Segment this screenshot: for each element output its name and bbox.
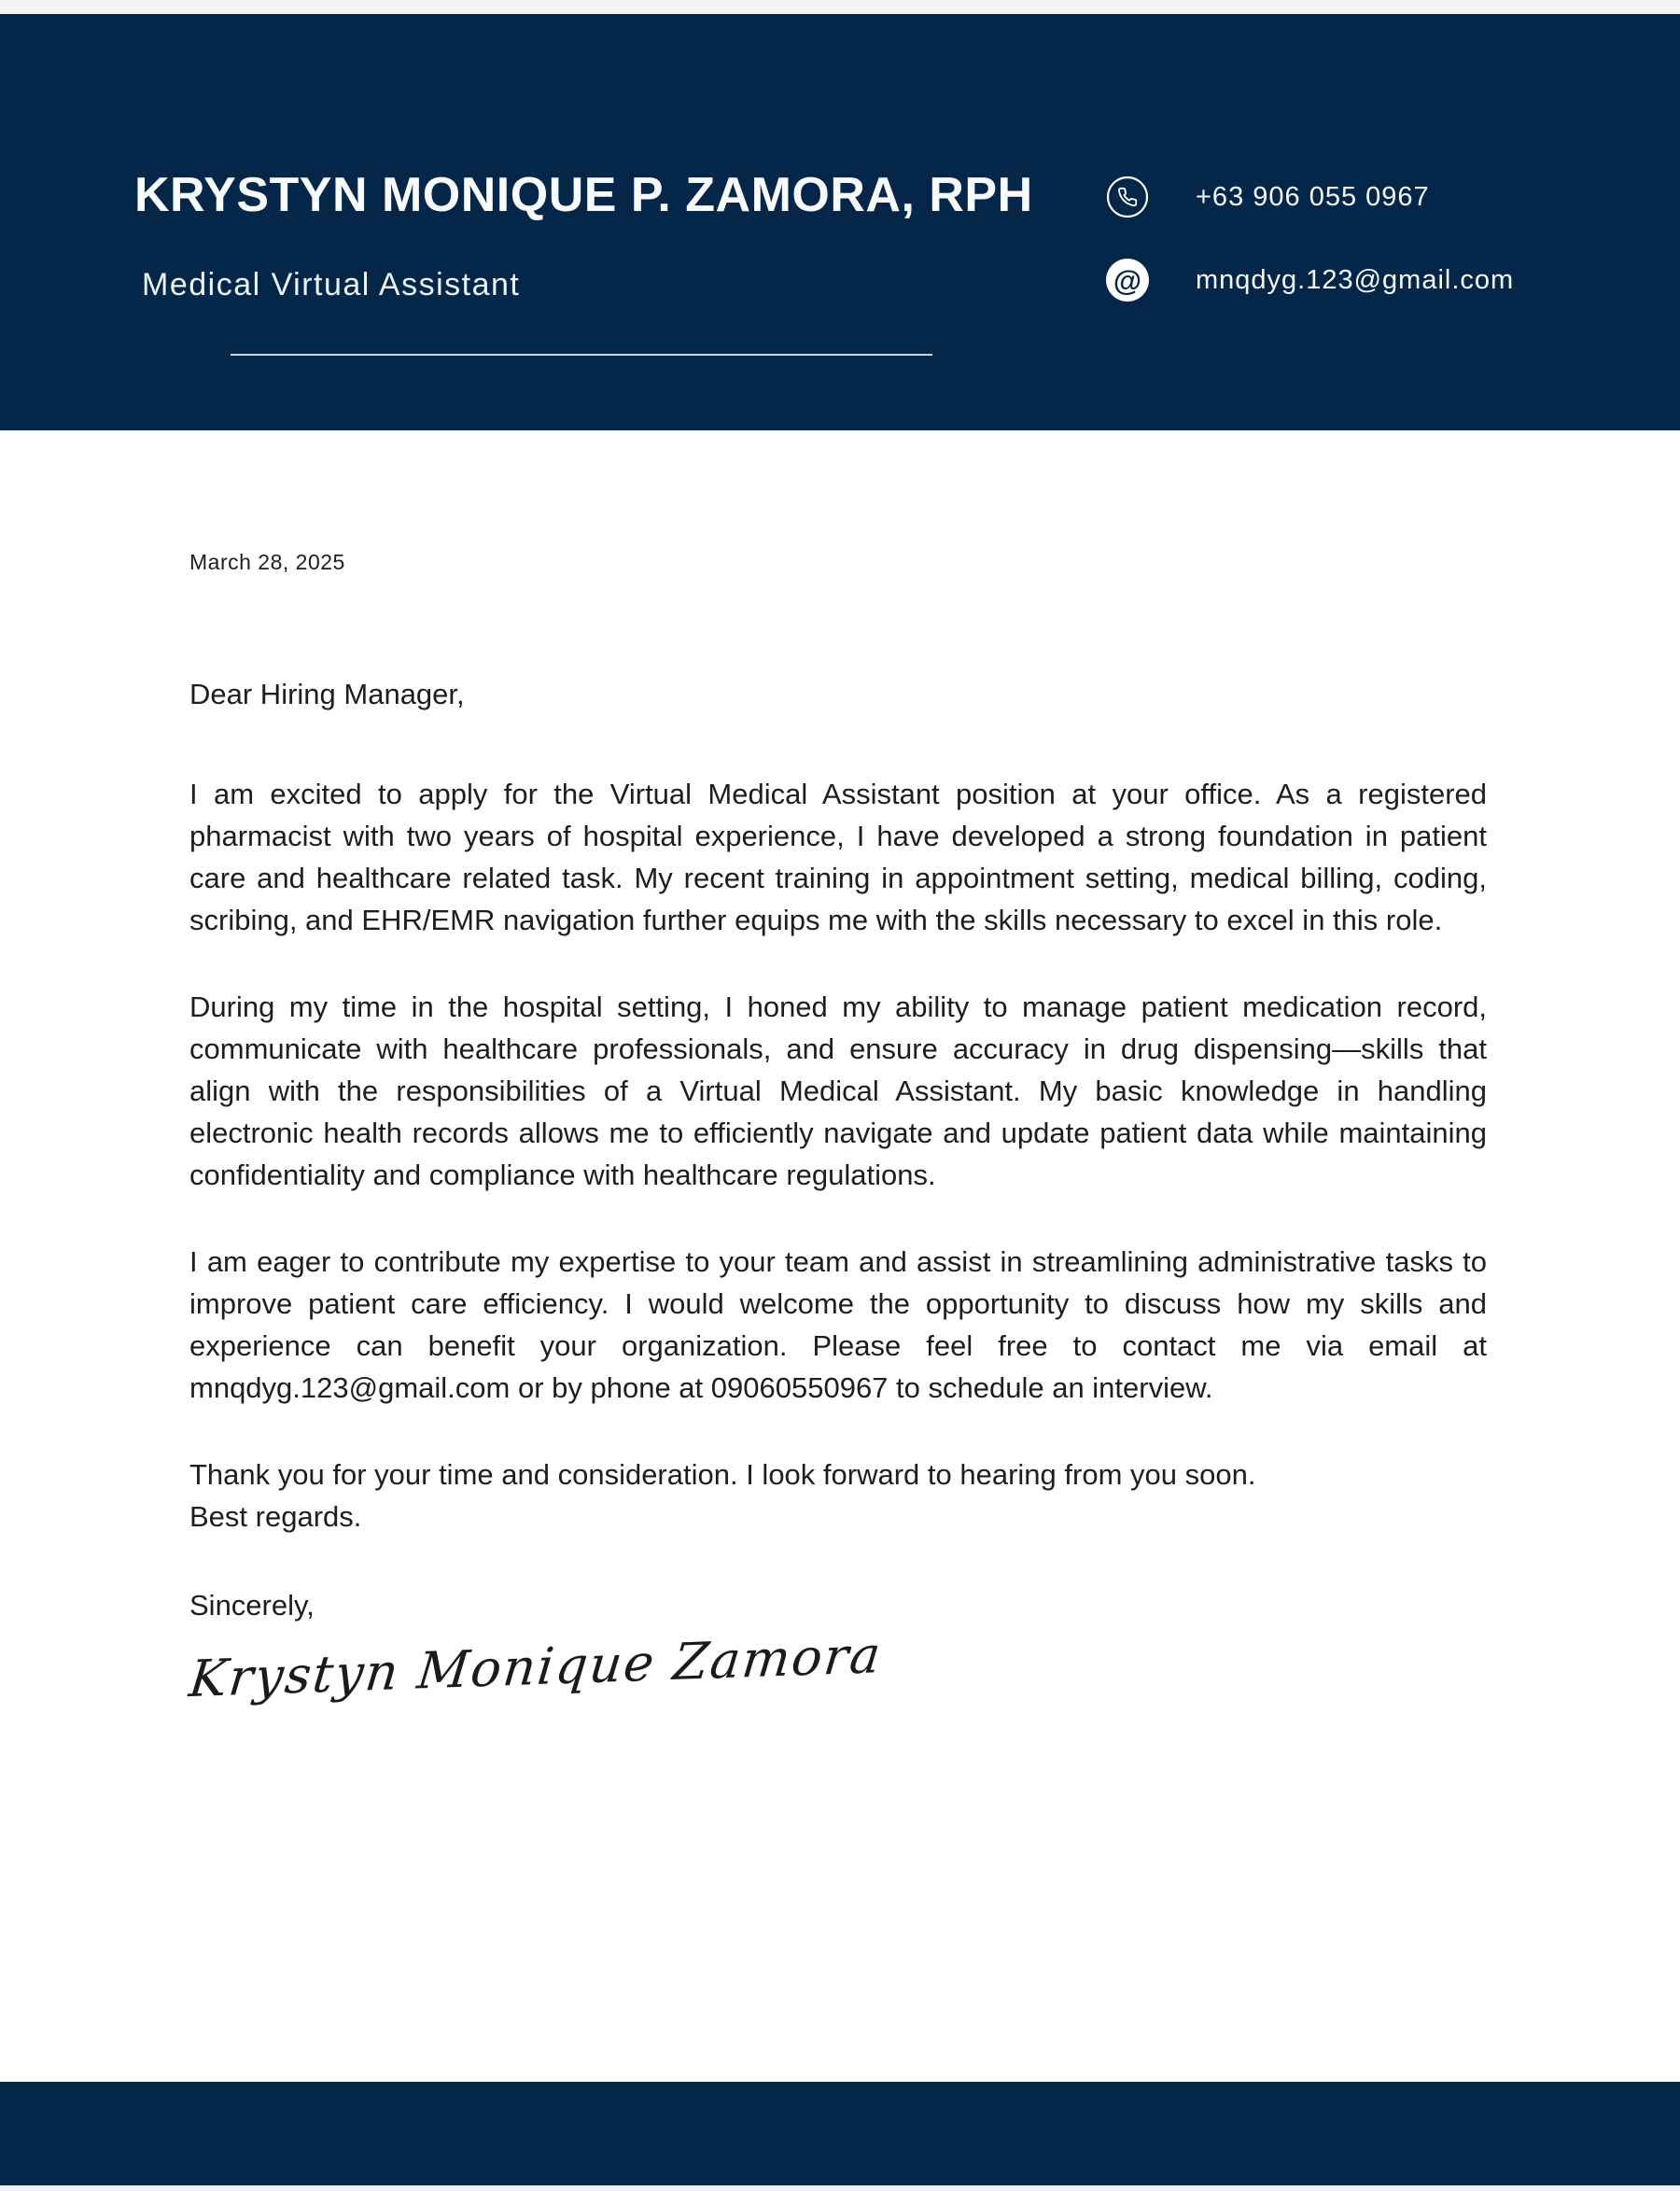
header-divider [231, 354, 932, 356]
email-row [1106, 259, 1514, 302]
email-address: mnqdyg.123@gmail.com [1196, 264, 1515, 295]
identity-block [131, 168, 1033, 363]
page-bottom-margin-strip [0, 2185, 1680, 2191]
paragraph-2: During my time in the hospital setting, I honed my ability to manage patient medication record, communicate with healthcare professionals, and ensure accuracy in drug dispensing—skills that align with the responsibilities of a Virtual Medical Assistant. My basic knowledge in handling electronic health records allows me to efficiently navigate and update patient data while maintaining confidentiality and compliance with healthcare regulations. [189, 990, 1487, 1191]
person-name: KRYSTYN MONIQUE P. ZAMORA, RPH [134, 168, 1033, 222]
letter-date: March 28, 2025 [189, 550, 345, 574]
sign-off: Sincerely, [189, 1589, 315, 1622]
closing-paragraph [189, 1454, 1487, 1538]
closing-line-1: Thank you for your time and consideration. I look forward to hearing from you soon. [189, 1458, 1256, 1491]
job-title: Medical Virtual Assistant [142, 267, 521, 302]
footer-band [0, 2082, 1680, 2185]
at-glyph: @ [1113, 263, 1142, 297]
email-icon [1106, 259, 1149, 302]
paragraph-1: I am excited to apply for the Virtual Medical Assistant position at your office. As a registered pharmacist with two years of hospital experience, I have developed a strong foundation in patient care and healthcare related task. My recent training in appointment setting, medical billing, coding, scribing, and EHR/EMR navigation further equips me with the skills necessary to excel in this role. [189, 778, 1487, 936]
page-top-margin-strip [0, 0, 1680, 14]
phone-row [1106, 176, 1514, 218]
letter-body [186, 549, 1487, 1720]
greeting: Dear Hiring Manager, [189, 678, 465, 710]
contact-block [1106, 176, 1514, 302]
letterhead [0, 14, 1680, 430]
closing-line-2: Best regards. [189, 1500, 362, 1533]
phone-icon [1106, 176, 1149, 218]
phone-number: +63 906 055 0967 [1196, 181, 1430, 212]
paragraph-3: I am eager to contribute my expertise to your team and assist in streamlining administrative tasks to improve patient care efficiency. I would welcome the opportunity to discuss how my skills and experience can benefit your organization. Please feel free to contact me via email at mnqdyg.123@gmail.com or by phone at 09060550967 to schedule an interview. [189, 1245, 1487, 1404]
signature: Krystyn Monique Zamora [186, 1624, 886, 1709]
